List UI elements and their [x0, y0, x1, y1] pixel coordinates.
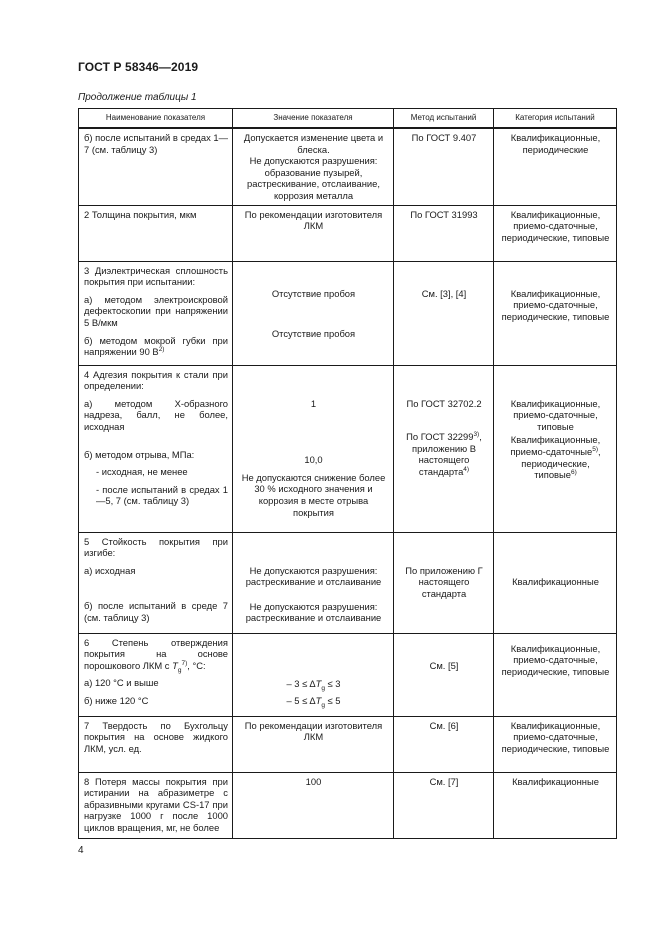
header-category: Категория испытаний	[494, 109, 617, 129]
cell-name: б) после испытаний в средах 1—7 (см. таблицу 3)	[79, 128, 233, 205]
cell-name: 8 Потеря массы покрытия при истирании на абразиметре с абразивными кругами CS-17 при нагрузке 1000 г после 1000 циклов вращения, мг, не более	[79, 772, 233, 838]
cell-value: По рекомендации изготовителя ЛКМ	[233, 716, 394, 772]
table-row	[79, 261, 617, 365]
table-header-row	[79, 109, 617, 129]
table-row	[79, 532, 617, 633]
cell-method: По ГОСТ 32702.2 По ГОСТ 32299$^{3)}$, приложению В настоящего стандарта$^{4)}$	[394, 365, 494, 532]
cell-category: Квалификационные	[494, 772, 617, 838]
cell-category: Квалификационные	[494, 532, 617, 633]
cell-name: 4 Адгезия покрытия к стали при определении: а) методом X-образного надреза, балл, не более, исходная б) методом отрыва, МПа: - исходная, не менее - после испытаний в средах 1—5, 7 (см. таблицу 3)	[79, 365, 233, 532]
specification-table	[78, 108, 617, 839]
cell-value: Не допускаются разрушения: растрескивание и отслаивание Не допускаются разрушения: растрескивание и отслаивание	[233, 532, 394, 633]
cell-method: По приложению Г настоящего стандарта	[394, 532, 494, 633]
cell-value: 1 10,0 Не допускаются снижение более 30 % исходного значения и коррозия в месте отрыва покрытия	[233, 365, 394, 532]
table-row	[79, 716, 617, 772]
table-row	[79, 772, 617, 838]
cell-name: 2 Толщина покрытия, мкм	[79, 205, 233, 261]
cell-category: Квалификационные, приемо-сдаточные, типовые Квалификационные, приемо-сдаточные$^{5)}$, периодические, типовые$^{6)}$	[494, 365, 617, 532]
cell-name: 6 Степень отверждения покрытия на основе порошкового ЛКМ с $T_g^{7)}$, °С: а) 120 °С и выше б) ниже 120 °С	[79, 633, 233, 716]
header-value: Значение показателя	[233, 109, 394, 129]
cell-method: См. [3], [4]	[394, 261, 494, 365]
cell-value: По рекомендации изготовителя ЛКМ	[233, 205, 394, 261]
cell-method: По ГОСТ 9.407	[394, 128, 494, 205]
document-title: ГОСТ Р 58346—2019	[78, 60, 199, 74]
cell-value: Допускается изменение цвета и блеска. Не допускаются разрушения: образование пузырей, растрескивание, отслаивание, коррозия металла	[233, 128, 394, 205]
cell-method: См. [5]	[394, 633, 494, 716]
cell-category: Квалификационные, приемо-сдаточные, периодические, типовые	[494, 633, 617, 716]
table-row	[79, 633, 617, 716]
cell-method: См. [6]	[394, 716, 494, 772]
header-name: Наименование показателя	[79, 109, 233, 129]
cell-category: Квалификационные, приемо-сдаточные, периодические, типовые	[494, 261, 617, 365]
cell-method: По ГОСТ 31993	[394, 205, 494, 261]
cell-category: Квалификационные, периодические	[494, 128, 617, 205]
cell-method: См. [7]	[394, 772, 494, 838]
cell-value: – $3 \le \Delta T_g \le 3$ – $5 \le \Delta T_g \le 5$	[233, 633, 394, 716]
header-method: Метод испытаний	[394, 109, 494, 129]
table-row	[79, 128, 617, 205]
table-row	[79, 205, 617, 261]
table-row	[79, 365, 617, 532]
cell-name: 7 Твердость по Бухгольцу покрытия на основе жидкого ЛКМ, усл. ед.	[79, 716, 233, 772]
cell-name: 3 Диэлектрическая сплошность покрытия при испытании: а) методом электроискровой дефектоскопии при напряжении 5 В/мкм б) методом мокрой губки при напряжении 90 $В^{2)}$	[79, 261, 233, 365]
cell-name: 5 Стойкость покрытия при изгибе: а) исходная б) после испытаний в среде 7 (см. таблицу 3)	[79, 532, 233, 633]
page-number: 4	[78, 845, 84, 856]
cell-category: Квалификационные, приемо-сдаточные, периодические, типовые	[494, 716, 617, 772]
cell-value: 100	[233, 772, 394, 838]
table-continuation-caption: Продолжение таблицы 1	[78, 92, 197, 103]
cell-category: Квалификационные, приемо-сдаточные, периодические, типовые	[494, 205, 617, 261]
cell-value: Отсутствие пробоя Отсутствие пробоя	[233, 261, 394, 365]
